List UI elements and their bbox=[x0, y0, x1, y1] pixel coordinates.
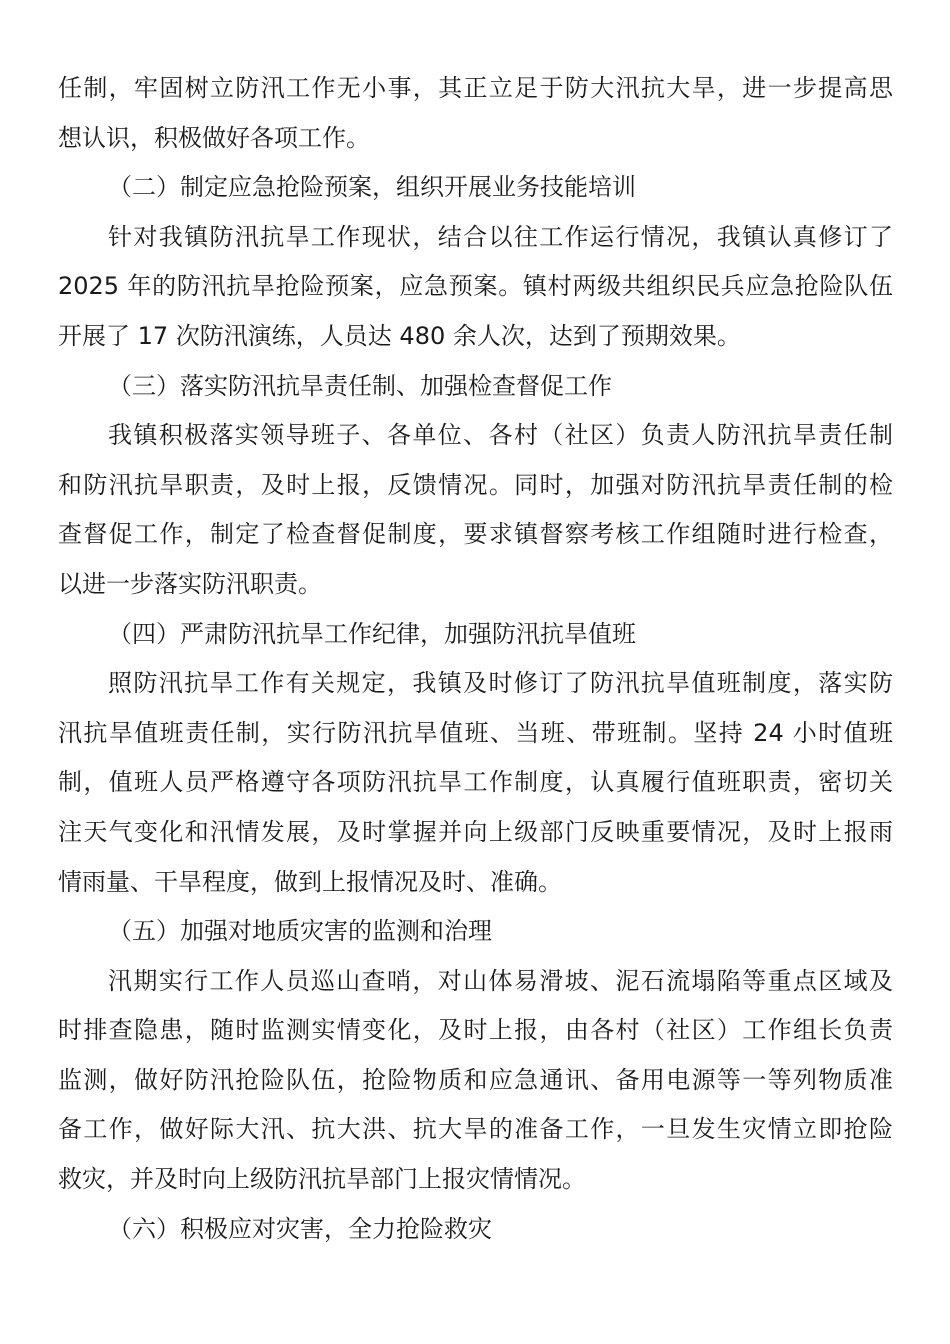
paragraph-line: 时排查隐患，随时监测实情变化，及时上报，由各村（社区）工作组长负责 bbox=[58, 1016, 893, 1045]
paragraph-line: 照防汛抗旱工作有关规定，我镇及时修订了防汛抗旱值班制度，落实防 bbox=[108, 669, 893, 698]
section-heading: （三）落实防汛抗旱责任制、加强检查督促工作 bbox=[108, 371, 612, 400]
paragraph-line: 针对我镇防汛抗旱工作现状，结合以往工作运行情况，我镇认真修订了 bbox=[108, 222, 893, 251]
section-heading: （六）积极应对灾害，全力抢险救灾 bbox=[108, 1214, 492, 1243]
paragraph-line: 开展了 17 次防汛演练，人员达 480 余人次，达到了预期效果。 bbox=[58, 321, 741, 350]
paragraph-line: 2025 年的防汛抗旱抢险预案，应急预案。镇村两级共组织民兵应急抢险队伍 bbox=[58, 272, 893, 301]
paragraph-line: 和防汛抗旱职责，及时上报，反馈情况。同时，加强对防汛抗旱责任制的检 bbox=[58, 470, 893, 499]
paragraph-line: 汛期实行工作人员巡山查哨，对山体易滑坡、泥石流塌陷等重点区域及 bbox=[108, 966, 893, 995]
paragraph-line: 注天气变化和汛情发展，及时掌握并向上级部门反映重要情况，及时上报雨 bbox=[58, 817, 893, 846]
paragraph-line: 想认识，积极做好各项工作。 bbox=[58, 123, 370, 152]
document-page bbox=[58, 64, 893, 1254]
paragraph-line: 汛抗旱值班责任制，实行防汛抗旱值班、当班、带班制。坚持 24 小时值班 bbox=[58, 718, 893, 747]
paragraph-line: 备工作，做好际大汛、抗大洪、抗大旱的准备工作，一旦发生灾情立即抢险 bbox=[58, 1115, 893, 1144]
paragraph-line: 任制，牢固树立防汛工作无小事，其正立足于防大汛抗大旱，进一步提高思 bbox=[58, 74, 893, 102]
section-heading: （四）严肃防汛抗旱工作纪律，加强防汛抗旱值班 bbox=[108, 619, 636, 648]
section-heading: （五）加强对地质灾害的监测和治理 bbox=[108, 917, 492, 946]
paragraph-line: 情雨量、干旱程度，做到上报情况及时、准确。 bbox=[58, 867, 562, 896]
paragraph-line: 监测，做好防汛抢险队伍，抢险物质和应急通讯、备用电源等一等列物质准 bbox=[58, 1065, 893, 1094]
paragraph-line: 查督促工作，制定了检查督促制度，要求镇督察考核工作组随时进行检查， bbox=[58, 520, 893, 549]
paragraph-line: 救灾，并及时向上级防汛抗旱部门上报灾情情况。 bbox=[58, 1165, 586, 1194]
paragraph-line: 我镇积极落实领导班子、各单位、各村（社区）负责人防汛抗旱责任制 bbox=[108, 421, 893, 450]
section-heading: （二）制定应急抢险预案，组织开展业务技能培训 bbox=[108, 173, 636, 202]
paragraph-line: 以进一步落实防汛职责。 bbox=[58, 569, 322, 598]
paragraph-line: 制，值班人员严格遵守各项防汛抗旱工作制度，认真履行值班职责，密切关 bbox=[58, 768, 893, 797]
